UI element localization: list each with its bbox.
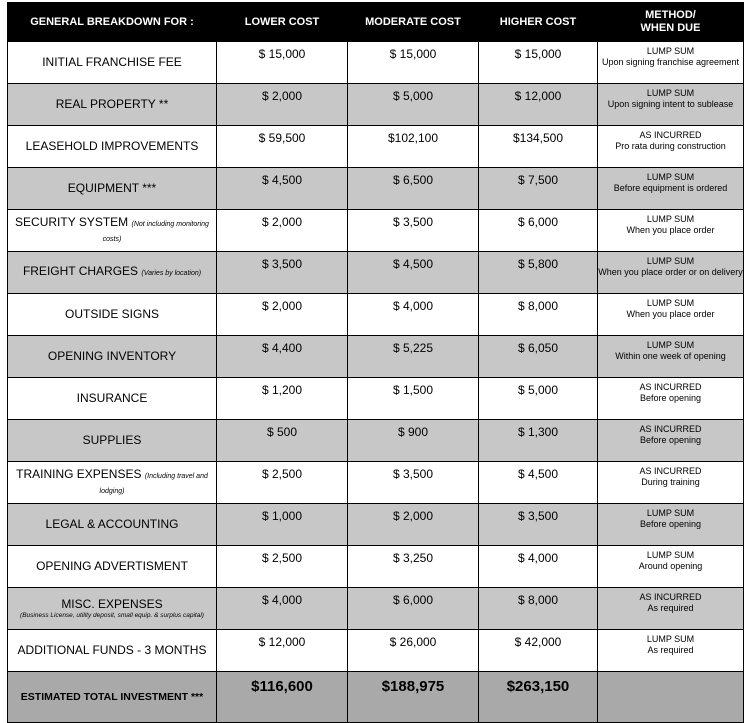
moderate-cost-cell: $ 2,000 (348, 504, 479, 546)
table-row (8, 504, 744, 546)
total-higher: $263,150 (479, 672, 598, 723)
moderate-cost-cell: $ 3,250 (348, 546, 479, 588)
method-cell (598, 84, 744, 126)
row-label (8, 546, 217, 588)
table-row (8, 630, 744, 672)
moderate-cost-cell: $ 1,500 (348, 378, 479, 420)
moderate-cost-cell: $ 4,500 (348, 252, 479, 294)
header-method-line1: METHOD/ (645, 9, 696, 21)
table-row (8, 546, 744, 588)
higher-cost-cell: $ 5,800 (479, 252, 598, 294)
header-higher-cost: HIGHER COST (479, 3, 598, 42)
row-label (8, 336, 217, 378)
row-note: (Varies by location) (141, 270, 202, 277)
row-label (8, 210, 217, 252)
method-cell (598, 630, 744, 672)
higher-cost-cell: $ 3,500 (479, 504, 598, 546)
method-when: Before opening (639, 519, 702, 529)
moderate-cost-cell: $102,100 (348, 126, 479, 168)
method-type: AS INCURRED (639, 130, 702, 140)
table-row (8, 84, 744, 126)
lower-cost-cell: $ 2,000 (217, 294, 348, 336)
method-when: As required (647, 645, 694, 655)
method-type: AS INCURRED (639, 466, 702, 476)
method-cell (598, 294, 744, 336)
moderate-cost-cell: $ 26,000 (348, 630, 479, 672)
table-row (8, 42, 744, 84)
lower-cost-cell: $ 4,400 (217, 336, 348, 378)
moderate-cost-cell: $ 15,000 (348, 42, 479, 84)
higher-cost-cell: $ 15,000 (479, 42, 598, 84)
lower-cost-cell: $ 2,000 (217, 84, 348, 126)
method-type: AS INCURRED (639, 592, 702, 602)
method-cell (598, 336, 744, 378)
method-cell (598, 168, 744, 210)
table-row (8, 462, 744, 504)
row-label-text: SUPPLIES (82, 433, 142, 447)
moderate-cost-cell: $ 3,500 (348, 462, 479, 504)
higher-cost-cell: $ 5,000 (479, 378, 598, 420)
higher-cost-cell: $ 4,000 (479, 546, 598, 588)
row-note: (Including travel and lodging) (99, 472, 208, 495)
row-label (8, 378, 217, 420)
method-cell (598, 462, 744, 504)
moderate-cost-cell: $ 5,225 (348, 336, 479, 378)
row-label (8, 252, 217, 294)
row-subnote: (Business License, utility deposit, small equip. & surplus capital) (20, 611, 204, 619)
higher-cost-cell: $ 1,300 (479, 420, 598, 462)
method-when: Upon signing franchise agreement (601, 57, 740, 67)
method-type: LUMP SUM (646, 88, 695, 98)
method-when: Within one week of opening (615, 351, 726, 361)
row-label-text: REAL PROPERTY ** (55, 97, 169, 111)
method-cell (598, 126, 744, 168)
method-type: LUMP SUM (646, 340, 695, 350)
table-row (8, 252, 744, 294)
header-moderate-cost: MODERATE COST (348, 3, 479, 42)
lower-cost-cell: $ 3,500 (217, 252, 348, 294)
higher-cost-cell: $ 12,000 (479, 84, 598, 126)
lower-cost-cell: $ 2,500 (217, 546, 348, 588)
investment-breakdown (7, 2, 743, 723)
method-type: LUMP SUM (646, 508, 695, 518)
moderate-cost-cell: $ 6,000 (348, 588, 479, 630)
row-label (8, 84, 217, 126)
row-label (8, 420, 217, 462)
lower-cost-cell: $ 2,000 (217, 210, 348, 252)
higher-cost-cell: $ 42,000 (479, 630, 598, 672)
header-method (598, 3, 744, 42)
higher-cost-cell: $ 8,000 (479, 588, 598, 630)
method-type: LUMP SUM (646, 298, 695, 308)
total-moderate: $188,975 (348, 672, 479, 723)
investment-table (7, 2, 744, 723)
method-cell (598, 588, 744, 630)
row-label-text: LEGAL & ACCOUNTING (45, 517, 179, 531)
table-row (8, 294, 744, 336)
row-label (8, 504, 217, 546)
row-label-text: INSURANCE (76, 391, 148, 405)
lower-cost-cell: $ 4,000 (217, 588, 348, 630)
moderate-cost-cell: $ 6,500 (348, 168, 479, 210)
method-when: When you place order or on delivery (598, 267, 743, 277)
row-note: (Not including monitoring costs) (102, 220, 209, 243)
header-method-line2: WHEN DUE (640, 22, 701, 34)
row-label-text: EQUIPMENT *** (67, 181, 157, 195)
row-label-text: FREIGHT CHARGES (22, 264, 139, 278)
method-when: Pro rata during construction (615, 141, 726, 151)
header-row (8, 3, 744, 42)
header-lower-cost: LOWER COST (217, 3, 348, 42)
higher-cost-cell: $ 6,050 (479, 336, 598, 378)
row-label (8, 126, 217, 168)
method-when: During training (641, 477, 700, 487)
lower-cost-cell: $ 1,000 (217, 504, 348, 546)
method-type: LUMP SUM (646, 634, 695, 644)
row-label-text: OPENING INVENTORY (47, 349, 177, 363)
method-type: LUMP SUM (646, 46, 695, 56)
method-when: Before opening (639, 393, 702, 403)
table-row (8, 336, 744, 378)
lower-cost-cell: $ 4,500 (217, 168, 348, 210)
row-label (8, 630, 217, 672)
method-type: AS INCURRED (639, 424, 702, 434)
higher-cost-cell: $ 8,000 (479, 294, 598, 336)
higher-cost-cell: $ 6,000 (479, 210, 598, 252)
method-type: LUMP SUM (646, 550, 695, 560)
row-label (8, 588, 217, 630)
lower-cost-cell: $ 15,000 (217, 42, 348, 84)
method-cell (598, 252, 744, 294)
method-type: LUMP SUM (646, 256, 695, 266)
row-label (8, 294, 217, 336)
method-when: Upon signing intent to sublease (607, 99, 734, 109)
row-label-text: TRAINING EXPENSES (16, 466, 142, 481)
table-row (8, 168, 744, 210)
row-label-text: LEASEHOLD IMPROVEMENTS (25, 139, 199, 153)
method-type: AS INCURRED (639, 382, 702, 392)
method-cell (598, 378, 744, 420)
lower-cost-cell: $ 59,500 (217, 126, 348, 168)
method-when: Before equipment is ordered (613, 183, 728, 193)
moderate-cost-cell: $ 3,500 (348, 210, 479, 252)
method-when: Before opening (639, 435, 702, 445)
method-cell (598, 546, 744, 588)
header-category: GENERAL BREAKDOWN FOR : (8, 3, 217, 42)
row-label-text: OUTSIDE SIGNS (64, 307, 159, 321)
total-row (8, 672, 744, 723)
row-label (8, 168, 217, 210)
lower-cost-cell: $ 2,500 (217, 462, 348, 504)
method-when: When you place order (626, 225, 715, 235)
table-row (8, 588, 744, 630)
moderate-cost-cell: $ 900 (348, 420, 479, 462)
row-label (8, 42, 217, 84)
table-row (8, 420, 744, 462)
lower-cost-cell: $ 500 (217, 420, 348, 462)
method-cell (598, 504, 744, 546)
total-label: ESTIMATED TOTAL INVESTMENT *** (8, 672, 217, 723)
method-cell (598, 42, 744, 84)
method-when: When you place order (626, 309, 715, 319)
lower-cost-cell: $ 1,200 (217, 378, 348, 420)
table-row (8, 210, 744, 252)
row-label-text: MISC. EXPENSES (61, 596, 163, 611)
total-method-empty (598, 672, 744, 723)
lower-cost-cell: $ 12,000 (217, 630, 348, 672)
method-type: LUMP SUM (646, 214, 695, 224)
moderate-cost-cell: $ 4,000 (348, 294, 479, 336)
row-label (8, 462, 217, 504)
row-label-text: OPENING ADVERTISMENT (36, 559, 188, 573)
higher-cost-cell: $134,500 (479, 126, 598, 168)
table-row (8, 126, 744, 168)
row-label-text: INITIAL FRANCHISE FEE (42, 55, 182, 69)
total-lower: $116,600 (217, 672, 348, 723)
method-type: LUMP SUM (646, 172, 695, 182)
method-cell (598, 210, 744, 252)
higher-cost-cell: $ 7,500 (479, 168, 598, 210)
method-when: Around opening (638, 561, 703, 571)
row-label-text: ADDITIONAL FUNDS - 3 MONTHS (17, 643, 207, 657)
moderate-cost-cell: $ 5,000 (348, 84, 479, 126)
method-cell (598, 420, 744, 462)
method-when: As required (647, 603, 694, 613)
higher-cost-cell: $ 4,500 (479, 462, 598, 504)
row-label-text: SECURITY SYSTEM (15, 214, 129, 229)
table-row (8, 378, 744, 420)
